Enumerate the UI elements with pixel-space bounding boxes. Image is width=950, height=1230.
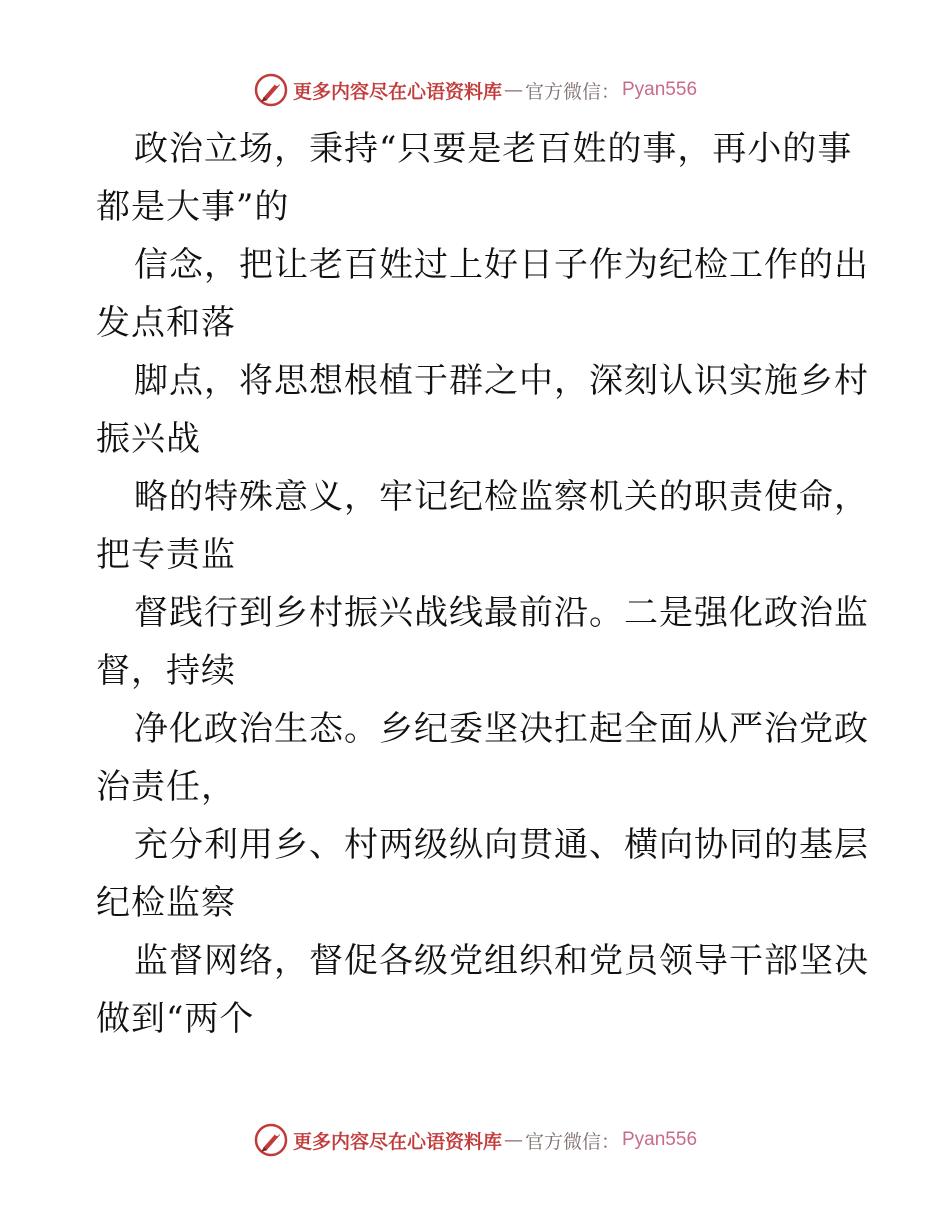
line-rest: 治责任，	[96, 767, 236, 807]
header-banner	[0, 70, 950, 110]
line-rest: 都是大事”的	[96, 187, 290, 227]
header-contact-label: 官方微信：	[524, 80, 620, 103]
footer-banner	[0, 1120, 950, 1160]
footer-contact-id: Pyan556	[622, 1129, 698, 1150]
paragraph-line	[96, 700, 869, 816]
line-rest: 做到“两个	[96, 999, 255, 1039]
pen-nib-logo-icon	[253, 72, 289, 108]
line-rest: 督，持续	[96, 651, 236, 691]
paragraph-line	[96, 120, 856, 236]
paragraph-line	[96, 816, 869, 932]
pen-nib-logo-icon	[253, 1122, 289, 1158]
line-rest: 振兴战	[96, 419, 201, 459]
line-first: 政治立场，秉持“只要是老百姓的事，再小的事	[134, 129, 853, 169]
line-first: 督践行到乡村振兴战线最前沿。二是强化政治监	[134, 593, 869, 633]
line-first: 净化政治生态。乡纪委坚决扛起全面从严治党政	[134, 709, 869, 749]
header-separator: —	[503, 79, 523, 101]
line-rest: 发点和落	[96, 303, 236, 343]
footer-banner-text	[293, 1127, 697, 1154]
line-rest: 纪检监察	[96, 883, 236, 923]
header-banner-text	[293, 77, 697, 104]
footer-separator: —	[503, 1129, 523, 1151]
line-first: 略的特殊意义，牢记纪检监察机关的职责使命，	[134, 477, 869, 517]
line-first: 监督网络，督促各级党组织和党员领导干部坚决	[134, 941, 869, 981]
line-rest: 把专责监	[96, 535, 236, 575]
line-first: 充分利用乡、村两级纵向贯通、横向协同的基层	[134, 825, 869, 865]
paragraph-line	[96, 352, 869, 468]
footer-site-text: 更多内容尽在心语资料库	[292, 1130, 502, 1153]
paragraph-line	[96, 236, 869, 352]
document-body	[96, 120, 869, 1048]
header-site-text: 更多内容尽在心语资料库	[292, 80, 502, 103]
footer-contact-label: 官方微信：	[524, 1130, 620, 1153]
line-first: 脚点，将思想根植于群之中，深刻认识实施乡村	[134, 361, 869, 401]
paragraph-line	[96, 468, 869, 584]
header-contact-id: Pyan556	[622, 79, 698, 100]
paragraph-line	[96, 932, 869, 1048]
paragraph-line	[96, 584, 869, 700]
line-first: 信念，把让老百姓过上好日子作为纪检工作的出	[134, 245, 869, 285]
